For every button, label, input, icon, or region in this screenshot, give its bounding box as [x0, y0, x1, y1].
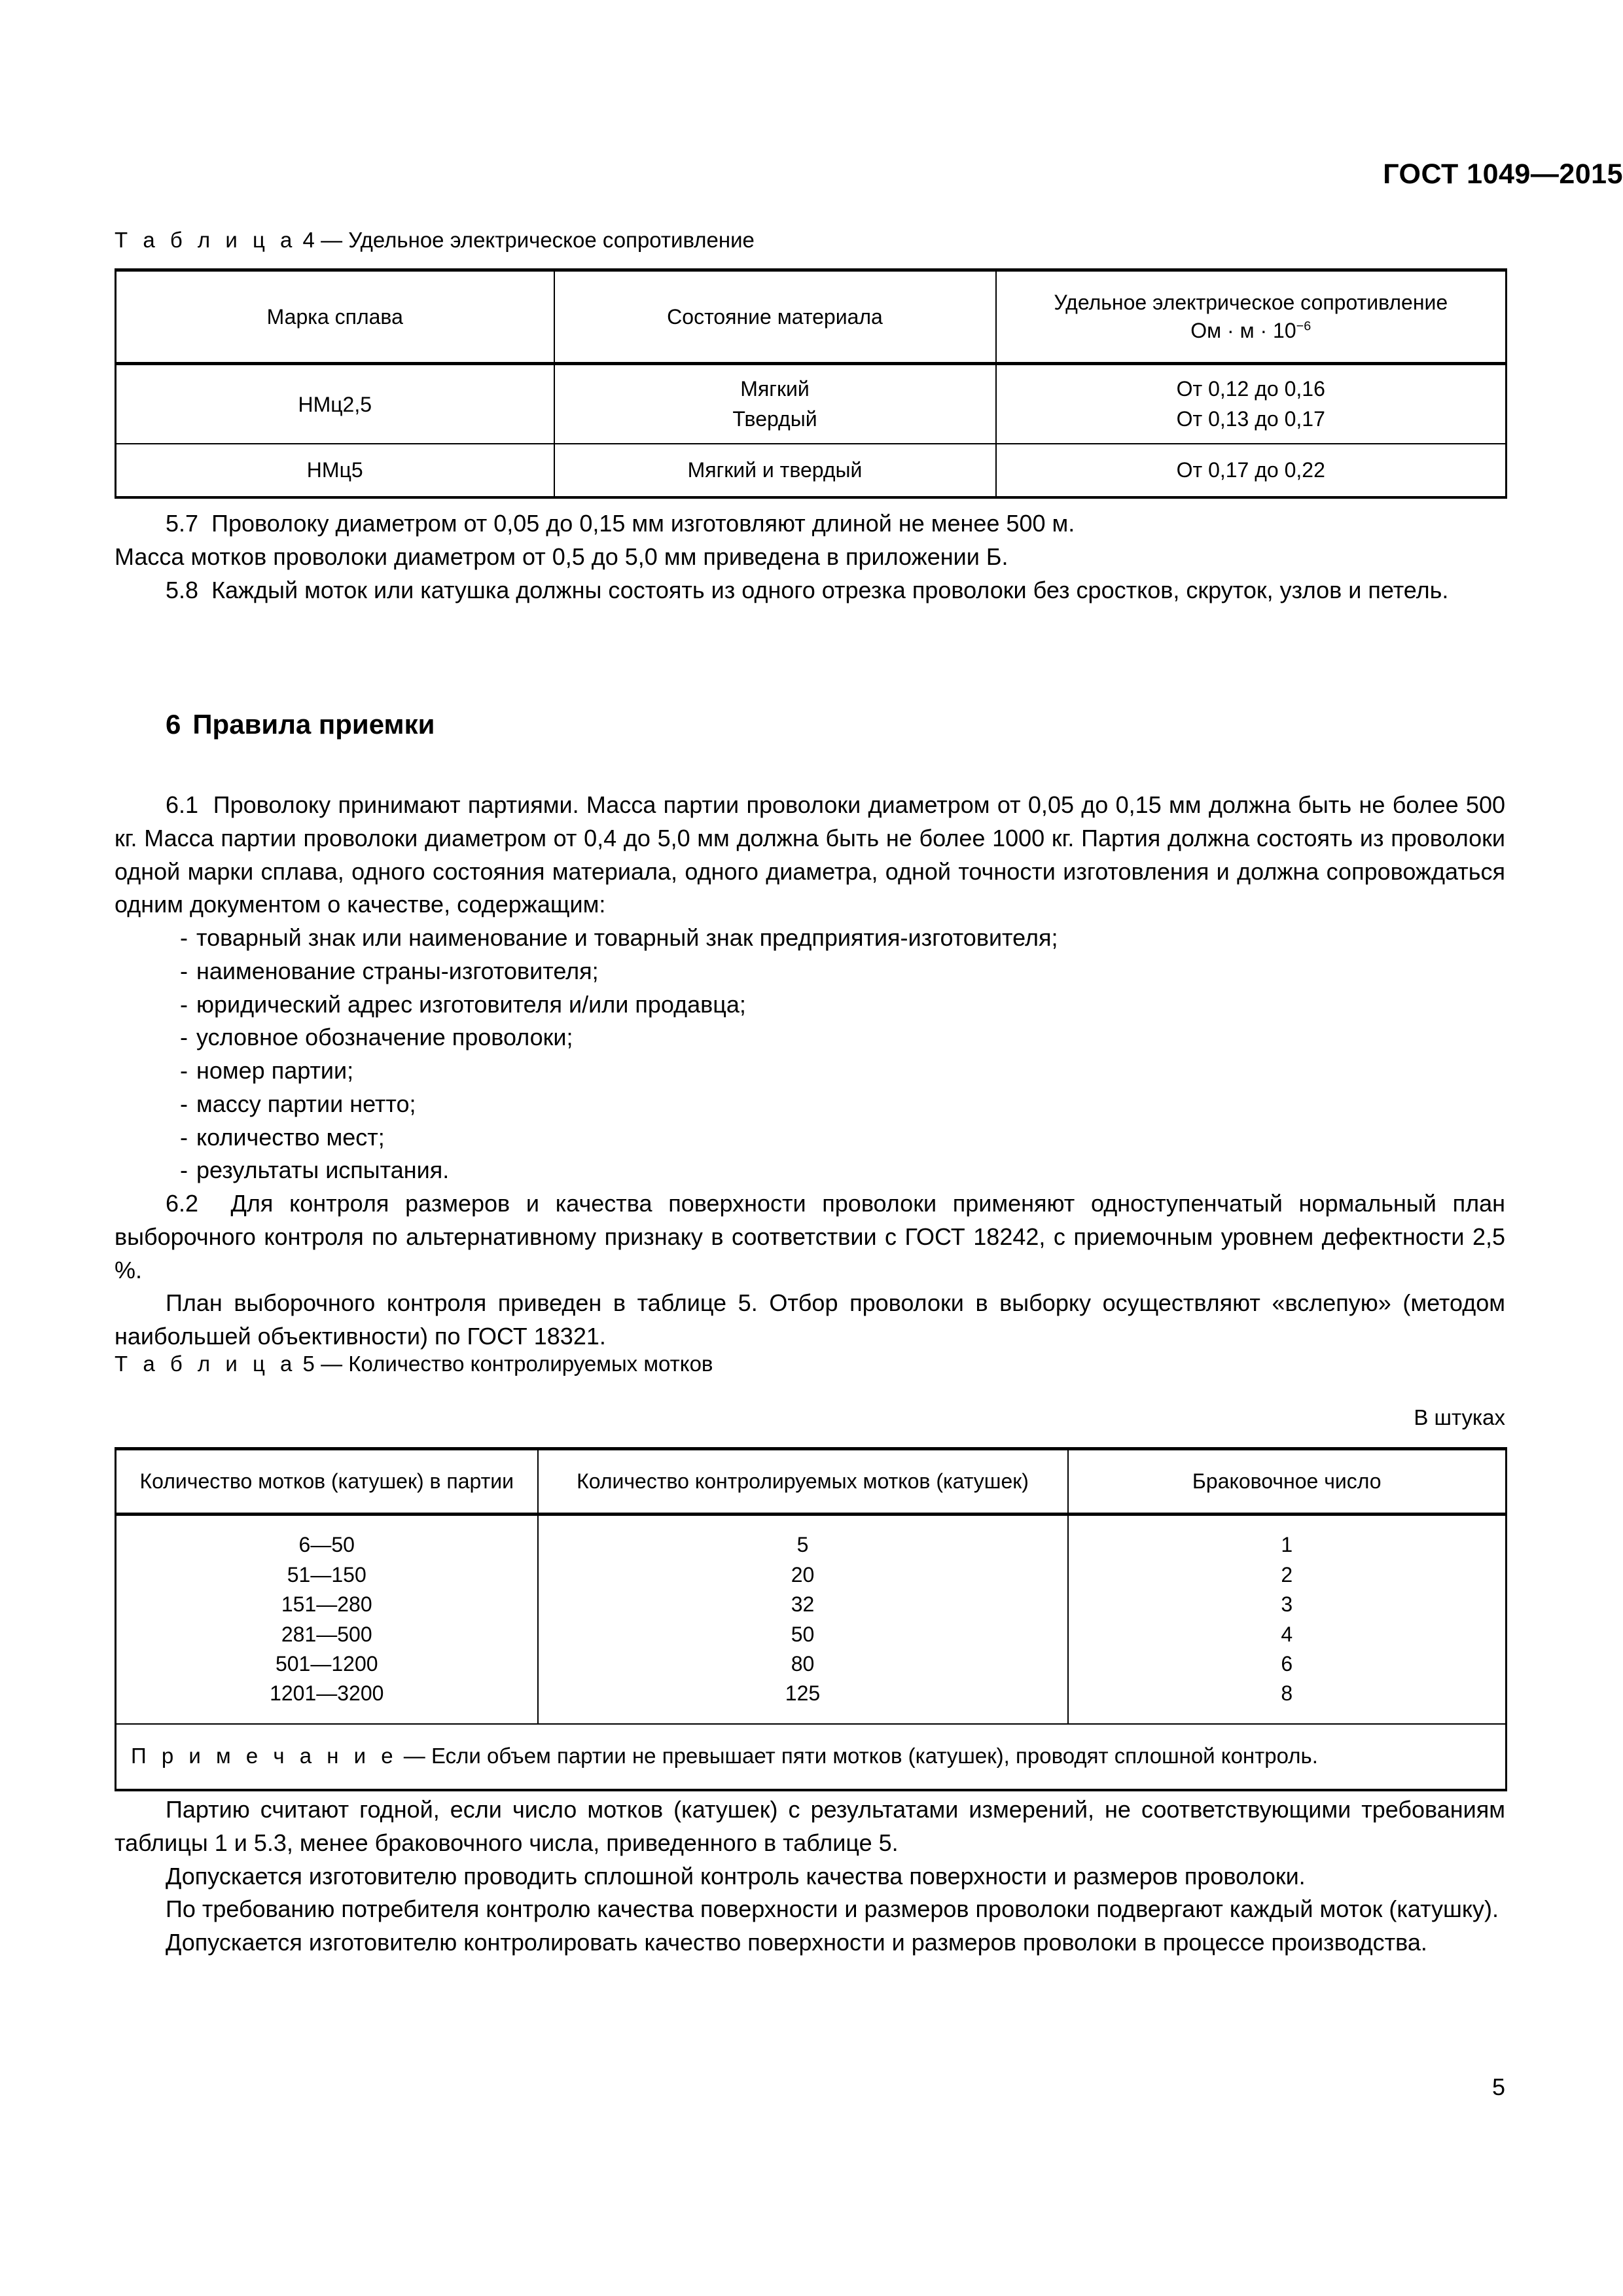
clause-6-2-number: 6.2 [166, 1190, 199, 1217]
clause-6-1-text: Проволоку принимают партиями. Масса партии проволоки диаметром от 0,05 до 0,15 мм должна быть не более 500 кг. Масса партии проволоки диаметром от 0,4 до 5,0 мм должна быть не более 1000 кг. Партия должна состоять из проволоки одной марки сплава, одного состояния материала, одного диаметра, одной точности изготовления и должна сопровождаться одним документом о качестве, содержащим: [115, 791, 1505, 918]
table4 [115, 268, 1507, 499]
table5-caption-number: 5 [302, 1352, 315, 1376]
clause-6-2-text: Для контроля размеров и качества поверхности проволоки применяют одноступенчатый нормальный план выборочного контроля по альтернативному признаку в соответствии с ГОСТ 18242, с приемочным уровнем дефектности 2,5 %. [115, 1190, 1505, 1283]
table5-caption-title: Количество контролируемых мотков [348, 1352, 713, 1376]
document-requirements-list [115, 922, 1505, 1187]
table4-cell-alloy: НМц5 [116, 444, 554, 497]
table5-units-note: В штуках [1414, 1405, 1505, 1429]
table5-caption [115, 1352, 1505, 1376]
closing-paragraph-1: Партию считают годной, если число мотков (катушек) с результатами измерений, не соответствующими требованиям таблицы 1 и 5.3, менее браковочного числа, приведенного в таблице 5. [115, 1796, 1505, 1856]
page-number: 5 [1491, 2073, 1505, 2100]
clause-5-7-line-2-paragraph: Масса мотков проволоки диаметром от 0,5 до 5,0 мм приведена в приложении Б. [115, 543, 1008, 570]
table5-note-row [116, 1724, 1507, 1790]
table4-cell-alloy: НМц2,5 [116, 364, 554, 444]
table4-col-header-state: Состояние материала [554, 270, 996, 364]
table5-col-header-sample-size: Количество контролируемых мотков (катушек) [538, 1449, 1068, 1515]
table5-data-col-lot: 6—50 51—150 151—280 281—500 501—1200 1201—3200 [116, 1515, 538, 1724]
list-item: - массу партии нетто; [115, 1088, 1505, 1121]
table-row [116, 364, 1507, 444]
table4-caption-number: 4 [302, 228, 315, 252]
table4-block [115, 228, 1505, 499]
table4-header-row [116, 270, 1507, 364]
list-item: - результаты испытания. [115, 1154, 1505, 1187]
section-6-title: Правила приемки [192, 709, 435, 740]
clause-6-2 [115, 1187, 1505, 1287]
list-item: - юридический адрес изготовителя и/или продавца; [115, 988, 1505, 1022]
table4-cell-state: Мягкий Твердый [554, 364, 996, 444]
clause-5-7 [115, 507, 1505, 541]
list-item: - наименование страны-изготовителя; [115, 955, 1505, 988]
clause-6-1 [115, 789, 1505, 922]
list-item: - номер партии; [115, 1054, 1505, 1088]
clause-6-1-block [115, 789, 1505, 1354]
table4-cell-resistivity: От 0,12 до 0,16 От 0,13 до 0,17 [996, 364, 1507, 444]
table5-header-row [116, 1449, 1507, 1515]
table-row [116, 444, 1507, 497]
table5-col-header-lot-size: Количество мотков (катушек) в партии [116, 1449, 538, 1515]
section-6-heading-block [115, 709, 1505, 740]
closing-paragraphs-block [115, 1793, 1505, 1960]
table5-col-header-rejection-number: Браковочное число [1068, 1449, 1507, 1515]
clause-5-7-line-1: Проволоку диаметром от 0,05 до 0,15 мм изготовляют длиной не менее 500 м. [211, 510, 1075, 537]
table4-caption [115, 228, 1505, 253]
list-item: - количество мест; [115, 1121, 1505, 1155]
table4-cell-resistivity: От 0,17 до 0,22 [996, 444, 1507, 497]
clause-5-7-number: 5.7 [166, 510, 199, 537]
table4-col-header-resistivity [996, 270, 1507, 364]
table5-data-col-rejection: 1 2 3 4 6 8 [1068, 1515, 1507, 1724]
clause-6-1-number: 6.1 [166, 791, 199, 818]
table4-col-header-alloy: Марка сплава [116, 270, 554, 364]
table5-block [115, 1352, 1505, 1791]
table5 [115, 1447, 1507, 1791]
table4-caption-label: Т а б л и ц а [115, 228, 297, 252]
closing-paragraph-4: Допускается изготовителю контролировать качество поверхности и размеров проволоки в процессе производства. [166, 1929, 1427, 1956]
clause-5-8-number: 5.8 [166, 576, 199, 603]
table5-caption-label: Т а б л и ц а [115, 1352, 297, 1376]
table4-caption-dash: — [321, 228, 343, 252]
list-item: - условное обозначение проволоки; [115, 1021, 1505, 1054]
table5-note-text: Если объем партии не превышает пяти мотков (катушек), проводят сплошной контроль. [431, 1743, 1318, 1768]
table-row [116, 1515, 1507, 1724]
section-6-heading [115, 709, 1505, 740]
table5-data-col-sample: 5 20 32 50 80 125 [538, 1515, 1068, 1724]
table5-caption-dash: — [321, 1352, 343, 1376]
list-item: - товарный знак или наименование и товарный знак предприятия-изготовителя; [115, 922, 1505, 955]
closing-paragraph-3: По требованию потребителя контролю качества поверхности и размеров проволоки подвергают каждый моток (катушку). [166, 1895, 1499, 1923]
closing-paragraph-2: Допускается изготовителю проводить сплошной контроль качества поверхности и размеров проволоки. [166, 1862, 1306, 1890]
table4-cell-state: Мягкий и твердый [554, 444, 996, 497]
document-header-standard-id: ГОСТ 1049—2015 [1383, 158, 1623, 190]
table4-caption-title: Удельное электрическое сопротивление [348, 228, 755, 252]
table5-note-label: П р и м е ч а н и е [131, 1743, 398, 1768]
clauses-5-block [115, 507, 1505, 607]
clause-5-8 [115, 574, 1505, 607]
clause-5-8-text: Каждый моток или катушка должны состоять из одного отрезка проволоки без сростков, скруток, узлов и петель. [211, 576, 1449, 603]
table5-note-dash: — [403, 1743, 425, 1768]
clause-sampling-plan: План выборочного контроля приведен в таблице 5. Отбор проволоки в выборку осуществляют «вслепую» (методом наибольшей объективности) по ГОСТ 18321. [115, 1289, 1505, 1350]
table4-col-header-resistivity-title: Удельное электрическое сопротивление [1054, 291, 1448, 314]
section-6-number: 6 [166, 709, 181, 740]
table4-col-header-resistivity-units: Ом · $м \cdot 10^{-6}$ [1190, 319, 1311, 343]
table5-note-cell [116, 1724, 1507, 1790]
